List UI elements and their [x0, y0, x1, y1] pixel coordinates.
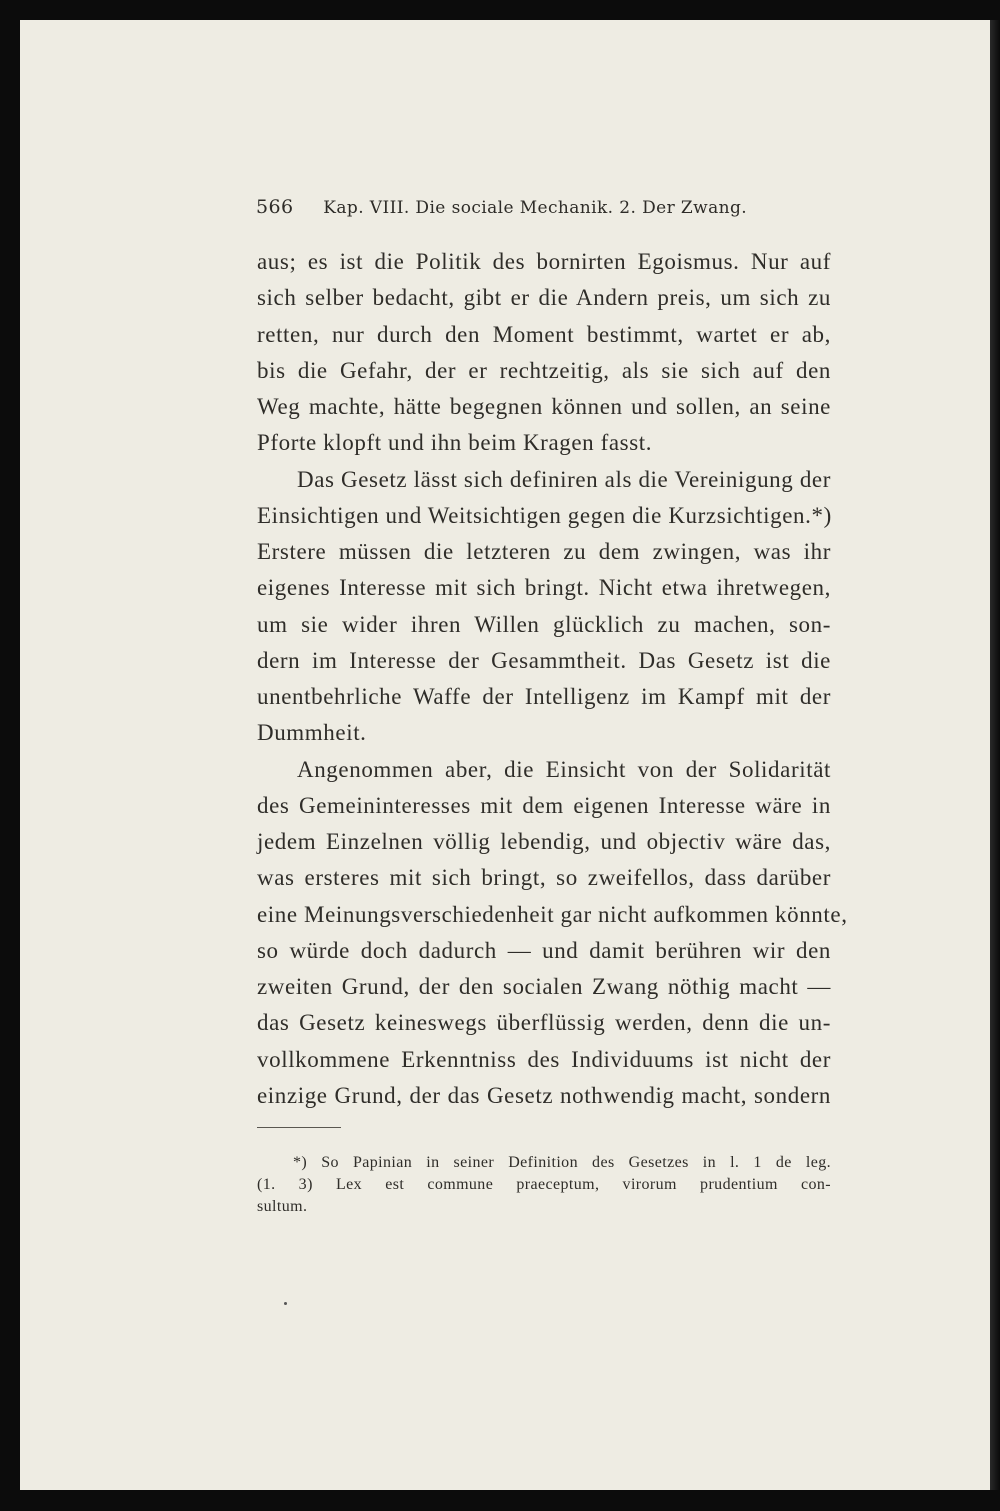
- text-line: unentbehrliche Waffe der Intelligenz im Kampf mit der: [257, 684, 831, 709]
- running-title: Kap. VIII. Die sociale Mechanik. 2. Der Zwang.: [323, 198, 748, 218]
- text-line: was ersteres mit sich bringt, so zweifellos, dass darüber: [257, 865, 831, 891]
- footnote: [257, 1152, 831, 1218]
- footnote-line: *) So Papinian in seiner Definition des Gesetzes in l. 1 de leg.: [293, 1154, 831, 1171]
- text-line: Einsichtigen und Weitsichtigen gegen die Kurzsichtigen.*): [257, 502, 832, 528]
- paper-speck: [284, 1302, 287, 1305]
- text-line: retten, nur durch den Moment bestimmt, wartet er ab,: [257, 321, 831, 347]
- text-line: dern im Interesse der Gesammtheit. Das Gesetz ist die: [257, 647, 831, 673]
- text-line: Dummheit.: [257, 720, 367, 746]
- text-line: Erstere müssen die letzteren zu dem zwingen, was ihr: [257, 539, 831, 564]
- text-line: eigenes Interesse mit sich bringt. Nicht etwa ihretwegen,: [257, 575, 831, 601]
- footnote-line: (1. 3) Lex est commune praeceptum, virorum prudentium con-: [257, 1176, 831, 1193]
- text-line: Weg machte, hätte begegnen können und sollen, an seine: [257, 394, 831, 419]
- text-line: bis die Gefahr, der er rechtzeitig, als sie sich auf den: [257, 357, 831, 383]
- body-text: [257, 244, 848, 1114]
- text-line: Pforte klopft und ihn beim Kragen fasst.: [257, 430, 653, 456]
- text-line: jedem Einzelnen völlig lebendig, und objectiv wäre das,: [257, 829, 831, 854]
- text-line: vollkommene Erkenntniss des Individuums ist nicht der: [257, 1046, 831, 1072]
- text-line: eine Meinungsverschiedenheit gar nicht aufkommen könnte,: [257, 901, 848, 927]
- text-line: das Gesetz keineswegs überflüssig werden, denn die un-: [257, 1010, 831, 1036]
- text-line: aus; es ist die Politik des bornirten Egoismus. Nur auf: [257, 249, 831, 274]
- page-edge-shadow: [990, 20, 1000, 1490]
- text-line: sich selber bedacht, gibt er die Andern preis, um sich zu: [257, 285, 831, 311]
- text-line: zweiten Grund, der den socialen Zwang nöthig macht —: [257, 974, 831, 999]
- text-line: so würde doch dadurch — und damit berühren wir den: [257, 937, 831, 963]
- running-header: [256, 196, 756, 226]
- text-line: Das Gesetz lässt sich definiren als die Vereinigung der: [297, 466, 831, 492]
- text-line: des Gemeininteresses mit dem eigenen Interesse wäre in: [257, 792, 831, 818]
- text-line: einzige Grund, der das Gesetz nothwendig macht, sondern: [257, 1082, 831, 1108]
- text-line: Angenommen aber, die Einsicht von der Solidarität: [297, 756, 831, 782]
- page-number: 566: [256, 196, 294, 218]
- footnote-line: sultum.: [257, 1198, 308, 1215]
- text-line: um sie wider ihren Willen glücklich zu machen, son-: [257, 611, 831, 637]
- footnote-rule: [257, 1127, 341, 1128]
